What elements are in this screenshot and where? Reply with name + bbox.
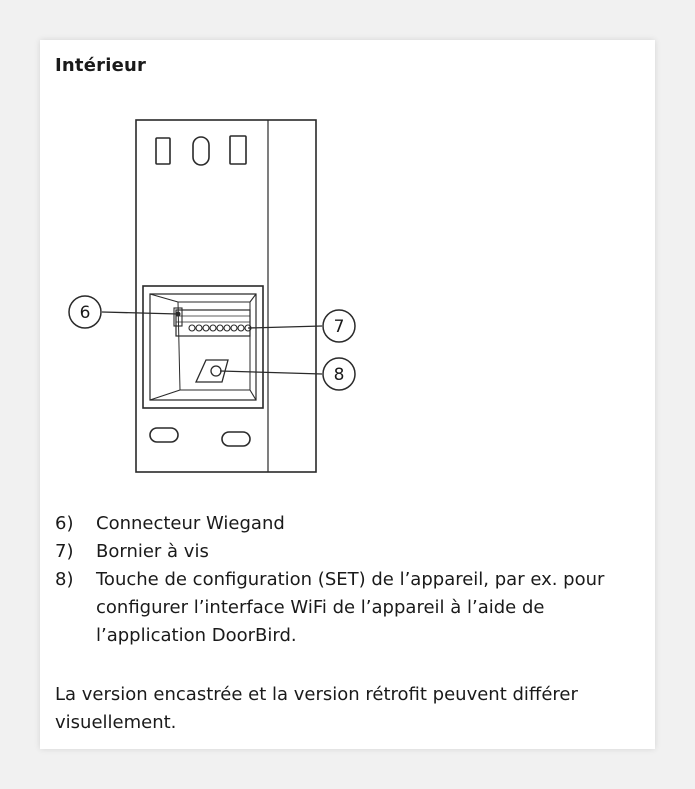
- legend-text: Bornier à vis: [96, 541, 209, 562]
- content-card: [40, 40, 655, 749]
- device-housing: [136, 120, 316, 472]
- footnote: La version encastrée et la version rétrofit peuvent différer visuellement.: [55, 684, 578, 733]
- device-interior-diagram: [40, 40, 655, 480]
- callout-7-label: 7: [333, 317, 345, 337]
- callout-6-label: 6: [79, 303, 91, 323]
- legend-number: 6): [55, 513, 74, 534]
- callout-8-label: 8: [333, 365, 345, 385]
- legend-item-7: [55, 538, 645, 566]
- legend-text: Touche de configuration (SET) de l’appareil, par ex. pour configurer l’interface WiFi de l’appareil à l’aide de l’application DoorBird.: [96, 569, 605, 646]
- legend-number: 8): [55, 569, 74, 590]
- section-title: Intérieur: [55, 55, 147, 76]
- legend-text: Connecteur Wiegand: [96, 513, 285, 534]
- legend-item-6: [55, 510, 645, 538]
- legend-number: 7): [55, 541, 74, 562]
- legend-item-8: [55, 566, 645, 650]
- legend-list: [55, 510, 645, 650]
